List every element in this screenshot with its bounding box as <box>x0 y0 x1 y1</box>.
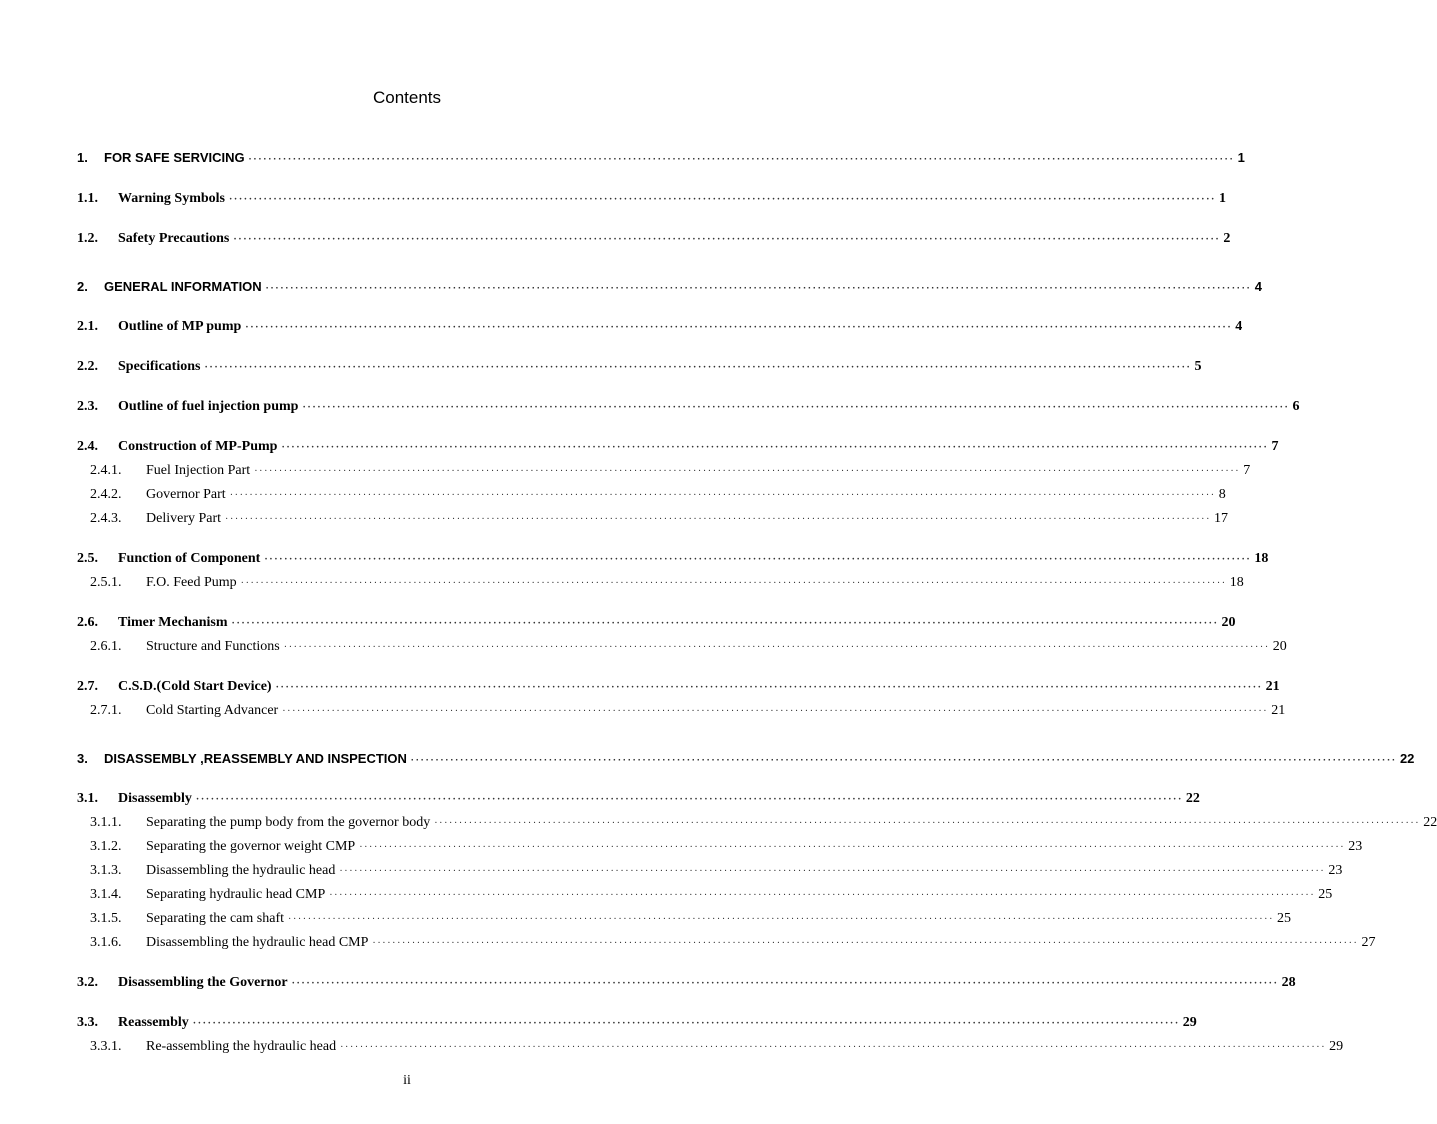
toc-entry-number: 2. <box>77 279 88 294</box>
toc-entry-number: 2.1. <box>77 319 98 334</box>
toc-leader-dots: ········································································································································································································ <box>340 1042 1327 1053</box>
toc-entry-title: Cold Starting Advancer <box>146 703 279 718</box>
toc-entry-number: 1.1. <box>77 191 98 206</box>
toc-entry[interactable] <box>90 839 1363 859</box>
toc-entry-page: 18 <box>1229 575 1244 590</box>
toc-leader-dots: ········································································································································································································ <box>288 914 1275 925</box>
toc-leader-dots: ········································································································································································································ <box>329 890 1316 901</box>
toc-leader-dots: ········································································································································································································ <box>225 514 1212 525</box>
toc-entry-title: Separating the pump body from the governor body <box>146 815 431 830</box>
toc-entry-page: 20 <box>1272 639 1287 654</box>
toc-entry-title: Safety Precautions <box>118 231 230 246</box>
toc-entry-number: 1. <box>77 150 88 165</box>
toc-entry-page: 23 <box>1348 839 1363 854</box>
toc-entry[interactable] <box>90 911 1292 931</box>
toc-entry[interactable] <box>77 975 1296 995</box>
toc-entry-number: 2.4.2. <box>90 487 122 502</box>
toc-entry-page: 22 <box>1185 791 1200 806</box>
toc-leader-dots: ········································································································································································································ <box>233 234 1221 245</box>
toc-entry[interactable] <box>90 487 1226 507</box>
toc-entry-number: 2.5.1. <box>90 575 122 590</box>
toc-entry[interactable] <box>77 751 1415 771</box>
toc-entry-page: 27 <box>1361 935 1376 950</box>
toc-entry-page: 29 <box>1182 1015 1197 1030</box>
toc-entry[interactable] <box>90 863 1343 883</box>
toc-entry-number: 3. <box>77 751 88 766</box>
toc-entry-number: 3.1. <box>77 791 98 806</box>
toc-entry-page: 1 <box>1237 150 1245 165</box>
toc-entry[interactable] <box>90 887 1333 907</box>
toc-entry-number: 2.7.1. <box>90 703 122 718</box>
toc-entry[interactable] <box>90 703 1286 723</box>
toc-entry-title: C.S.D.(Cold Start Device) <box>118 679 272 694</box>
toc-entry-number: 3.2. <box>77 975 98 990</box>
toc-entry-page: 29 <box>1329 1039 1344 1054</box>
toc-entry-title: Re-assembling the hydraulic head <box>146 1039 337 1054</box>
toc-entry-title: Separating the cam shaft <box>146 911 285 926</box>
toc-entry-title: Fuel Injection Part <box>146 463 251 478</box>
toc-entry-title: Disassembling the hydraulic head <box>146 863 336 878</box>
toc-leader-dots: ········································································································································································································ <box>302 402 1290 413</box>
toc-entry-number: 3.1.3. <box>90 863 122 878</box>
toc-leader-dots: ········································································································································································································ <box>291 978 1279 989</box>
toc-entry[interactable] <box>77 279 1262 299</box>
toc-entry-page: 22 <box>1423 815 1437 830</box>
toc-leader-dots: ········································································································································································································ <box>264 554 1252 565</box>
toc-entry-title: Function of Component <box>118 551 261 566</box>
toc-entry-number: 3.1.1. <box>90 815 122 830</box>
toc-entry-title: Separating hydraulic head CMP <box>146 887 326 902</box>
toc-entry-page: 2 <box>1223 231 1231 246</box>
toc-entry-title: GENERAL INFORMATION <box>104 279 262 294</box>
toc-entry[interactable] <box>90 639 1287 659</box>
toc-entry-title: Construction of MP-Pump <box>118 439 278 454</box>
toc-entry[interactable] <box>77 1015 1197 1035</box>
toc-entry-number: 3.1.5. <box>90 911 122 926</box>
toc-entry-page: 8 <box>1218 487 1226 502</box>
toc-leader-dots: ········································································································································································································ <box>228 194 1216 205</box>
toc-entry[interactable] <box>90 575 1244 595</box>
toc-entry-page: 17 <box>1214 511 1229 526</box>
toc-entry-page: 5 <box>1194 359 1202 374</box>
toc-entry-page: 25 <box>1318 887 1333 902</box>
toc-entry-page: 21 <box>1271 703 1286 718</box>
toc-entry-title: Disassembly <box>118 791 192 806</box>
toc-leader-dots: ········································································································································································································ <box>275 682 1263 693</box>
toc-leader-dots: ········································································································································································································ <box>254 466 1241 477</box>
toc-entry-title: DISASSEMBLY ,REASSEMBLY AND INSPECTION <box>104 751 407 766</box>
toc-leader-dots: ········································································································································································································ <box>281 442 1269 453</box>
toc-entry-title: Outline of fuel injection pump <box>118 399 299 414</box>
toc-entry-number: 2.2. <box>77 359 98 374</box>
toc-entry-page: 22 <box>1399 751 1415 766</box>
toc-entry[interactable] <box>77 439 1279 459</box>
toc-entry-number: 3.1.4. <box>90 887 122 902</box>
toc-entry[interactable] <box>77 150 1245 170</box>
toc-entry[interactable] <box>90 815 1437 835</box>
toc-leader-dots: ········································································································································································································ <box>339 866 1326 877</box>
toc-entry-title: Outline of MP pump <box>118 319 242 334</box>
toc-entry[interactable] <box>77 615 1236 635</box>
toc-entry-number: 2.4. <box>77 439 98 454</box>
toc-entry-title: Warning Symbols <box>118 191 225 206</box>
toc-entry-page: 6 <box>1292 399 1300 414</box>
toc-entry[interactable] <box>77 359 1202 379</box>
toc-entry[interactable] <box>90 1039 1344 1059</box>
toc-entry-number: 2.4.3. <box>90 511 122 526</box>
toc-leader-dots: ········································································································································································································ <box>240 578 1227 589</box>
toc-leader-dots: ········································································································································································································ <box>359 842 1346 853</box>
toc-leader-dots: ········································································································································································································ <box>245 322 1233 333</box>
page-title: Contents <box>372 88 442 107</box>
toc-entry[interactable] <box>77 791 1200 811</box>
toc-entry-page: 1 <box>1218 191 1226 206</box>
toc-leader-dots: ········································································································································································································ <box>434 818 1421 829</box>
toc-entry-page: 25 <box>1277 911 1292 926</box>
toc-entry-page: 20 <box>1221 615 1236 630</box>
toc-leader-dots: ········································································································································································································ <box>204 362 1192 373</box>
toc-entry-number: 2.6.1. <box>90 639 122 654</box>
toc-entry-page: 7 <box>1271 439 1279 454</box>
toc-entry[interactable] <box>77 679 1280 699</box>
toc-entry-page: 7 <box>1243 463 1251 478</box>
toc-entry-title: Delivery Part <box>146 511 222 526</box>
toc-entry-title: Disassembling the Governor <box>118 975 288 990</box>
toc-entry-title: Structure and Functions <box>146 639 280 654</box>
toc-entry-page: 18 <box>1254 551 1269 566</box>
toc-entry-number: 2.4.1. <box>90 463 122 478</box>
toc-leader-dots: ········································································································································································································ <box>282 706 1269 717</box>
toc-entry-number: 3.3. <box>77 1015 98 1030</box>
toc-leader-dots: ········································································································································································································ <box>229 490 1216 501</box>
toc-leader-dots: ········································································································································································································ <box>283 642 1270 653</box>
toc-entry-page: 21 <box>1265 679 1280 694</box>
toc-leader-dots: ········································································································································································································ <box>192 1018 1180 1029</box>
page-number: ii <box>403 1073 411 1088</box>
toc-entry-title: Separating the governor weight CMP <box>146 839 356 854</box>
toc-entry-title: Timer Mechanism <box>118 615 228 630</box>
toc-entry-title: FOR SAFE SERVICING <box>104 150 245 165</box>
toc-entry[interactable] <box>77 399 1300 419</box>
toc-entry-number: 3.1.6. <box>90 935 122 950</box>
toc-entry-number: 2.6. <box>77 615 98 630</box>
toc-leader-dots: ········································································································································································································ <box>248 154 1235 165</box>
toc-entry-page: 4 <box>1254 279 1262 294</box>
toc-leader-dots: ········································································································································································································ <box>195 794 1183 805</box>
toc-leader-dots: ········································································································································································································ <box>265 283 1252 294</box>
toc-entry[interactable] <box>90 463 1251 483</box>
toc-entry-number: 2.3. <box>77 399 98 414</box>
toc-entry-page: 28 <box>1281 975 1296 990</box>
toc-entry[interactable] <box>90 935 1376 955</box>
toc-entry-number: 2.5. <box>77 551 98 566</box>
toc-leader-dots: ········································································································································································································ <box>231 618 1219 629</box>
toc-entry-title: F.O. Feed Pump <box>146 575 237 590</box>
toc-entry-number: 2.7. <box>77 679 98 694</box>
toc-entry[interactable] <box>77 231 1231 251</box>
toc-entry[interactable] <box>90 511 1229 531</box>
toc-entry[interactable] <box>77 319 1243 339</box>
toc-entry-page: 4 <box>1235 319 1243 334</box>
toc-entry-page: 23 <box>1328 863 1343 878</box>
toc-entry[interactable] <box>77 191 1226 211</box>
toc-entry-title: Disassembling the hydraulic head CMP <box>146 935 369 950</box>
toc-entry-number: 3.3.1. <box>90 1039 122 1054</box>
toc-entry-title: Reassembly <box>118 1015 189 1030</box>
toc-entry[interactable] <box>77 551 1269 571</box>
toc-leader-dots: ········································································································································································································ <box>372 938 1359 949</box>
toc-entry-number: 1.2. <box>77 231 98 246</box>
toc-entry-title: Specifications <box>118 359 201 374</box>
toc-entry-number: 3.1.2. <box>90 839 122 854</box>
toc-entry-title: Governor Part <box>146 487 226 502</box>
toc-leader-dots: ········································································································································································································ <box>410 755 1397 766</box>
